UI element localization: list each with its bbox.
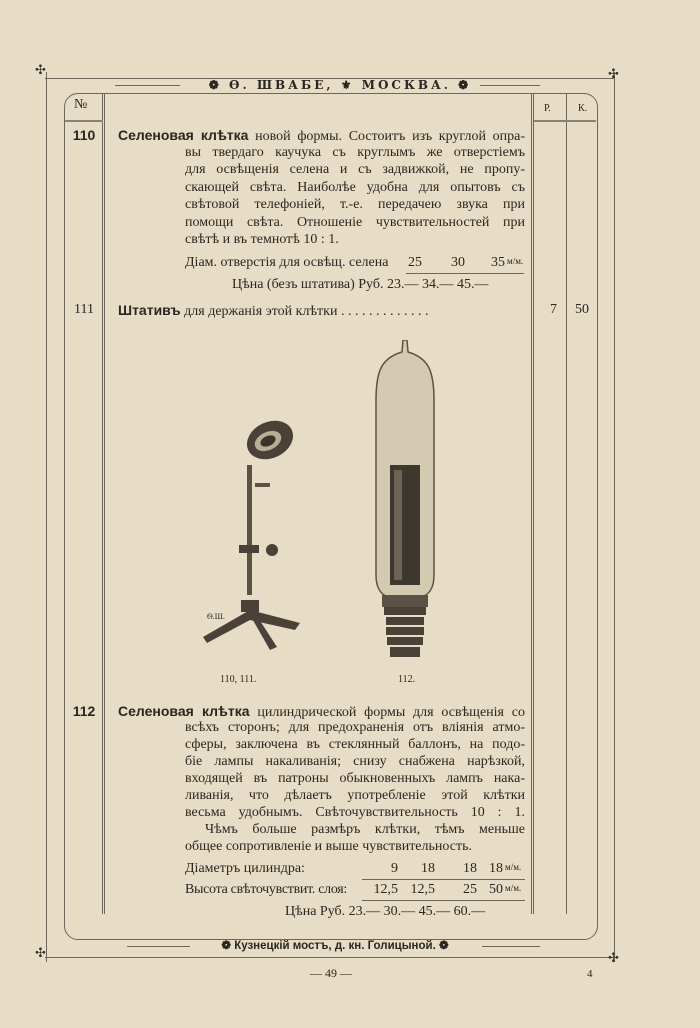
- spec-value: 35: [491, 255, 505, 270]
- spec-row: [185, 860, 525, 878]
- item-description-line: свѣтѣ и въ темнотѣ 10 : 1.: [185, 232, 339, 247]
- spec-value: 12,5: [410, 882, 435, 897]
- price-value: 34.—: [422, 277, 454, 292]
- item-description-line: помощи свѣта. Отношеніе чувствительностей при: [185, 215, 525, 230]
- eagle-emblem-icon: ⚜: [340, 78, 355, 92]
- item-title: Селеновая клѣтка: [118, 703, 250, 719]
- spec-value: 18: [421, 861, 435, 876]
- figure-caption: 112.: [398, 674, 416, 685]
- page-header: [180, 78, 500, 92]
- item-description: для держанія этой клѣтки: [184, 304, 338, 319]
- spec-value: 50: [489, 882, 503, 897]
- item-description-line: сферы, заключена въ стеклянный баллонъ, на подо-: [185, 737, 525, 752]
- price-row: [232, 276, 489, 294]
- footer-address: Кузнецкій мостъ, д. кн. Голицыной.: [234, 940, 436, 952]
- spec-unit: м/м.: [505, 862, 522, 872]
- spec-underline: [406, 273, 524, 274]
- flower-ornament-icon: ❁: [221, 940, 231, 952]
- spec-unit: м/м.: [507, 256, 524, 266]
- price-row: [285, 903, 485, 921]
- spec-row: [185, 254, 525, 272]
- spec-value: 30: [451, 255, 465, 270]
- spec-value: 18: [489, 861, 503, 876]
- column-header-rubles: Р.: [544, 103, 551, 114]
- item-description-line: ливанія, что дѣлаетъ употребленіе этой клѣтки: [185, 788, 525, 803]
- footer-rule-right: [482, 946, 540, 947]
- left-rule: [46, 72, 47, 962]
- price-column-rule: [531, 94, 532, 914]
- price-value: 30.—: [383, 904, 416, 919]
- flower-ornament-icon: ❁: [208, 78, 222, 92]
- price-label: Цѣна (безъ штатива) Руб.: [232, 277, 384, 292]
- item-description-line: [118, 301, 428, 319]
- signature-mark: 4: [587, 968, 593, 980]
- item-description-line: входящей въ патроны обыкновенныхъ лампъ нака-: [185, 771, 525, 786]
- column-header-number: №: [74, 97, 88, 112]
- item-description-line: общее сопротивленіе и выше чувствительность.: [185, 839, 472, 854]
- spec-value: 9: [391, 861, 398, 876]
- item-title: Селеновая клѣтка: [118, 127, 249, 143]
- header-rule-left: [115, 85, 180, 86]
- price-rubles: 7: [550, 302, 557, 317]
- corner-ornament-icon: ✣: [608, 66, 619, 81]
- price-value: 45.—: [457, 277, 489, 292]
- footer-rule-left: [127, 946, 190, 947]
- price-column-rule: [533, 94, 534, 914]
- spec-value: 25: [463, 882, 477, 897]
- dot-leader: . . . . . . . . . . . . .: [340, 304, 429, 319]
- item-title: Штативъ: [118, 302, 181, 318]
- price-value: 60.—: [453, 904, 486, 919]
- header-row-rule: [65, 120, 103, 122]
- page-footer: [190, 938, 480, 952]
- price-kopecks: 50: [575, 302, 589, 317]
- spec-underline: [362, 879, 525, 880]
- number-column-rule: [102, 94, 103, 914]
- item-description-line: Чѣмъ больше размѣръ клѣтки, тѣмъ меньше: [205, 822, 525, 837]
- spec-label: Высота свѣточувствит. слоя:: [185, 882, 348, 897]
- spec-underline: [362, 900, 525, 901]
- corner-ornament-icon: ✣: [35, 945, 46, 960]
- page-number: — 49 —: [310, 966, 352, 980]
- bottom-rule: [45, 957, 615, 958]
- item-description-line: весьма удобнымъ. Свѣточувствительность 10 : 1.: [185, 805, 525, 820]
- item-number: 111: [74, 302, 94, 317]
- spec-value: 25: [408, 255, 422, 270]
- item-number: 110: [72, 127, 96, 143]
- figure-caption: 110, 111.: [220, 674, 257, 685]
- header-firm-name: Ѳ. ШВАБЕ,: [229, 78, 334, 92]
- item-description-line: біе лампы накаливанія; снизу снабжена нарѣзкой,: [185, 754, 525, 769]
- price-value: 23.—: [387, 277, 419, 292]
- header-city: МОСКВА.: [361, 78, 451, 92]
- item-description-line: Селеновая клѣтка новой формы. Состоитъ изъ круглой опра-: [118, 127, 526, 144]
- price-value: 23.—: [348, 904, 381, 919]
- right-rule: [614, 72, 615, 962]
- kopeck-column-rule: [566, 94, 567, 914]
- spec-unit: м/м.: [505, 883, 522, 893]
- corner-ornament-icon: ✣: [608, 950, 619, 965]
- item-description-line: всѣхъ сторонъ; для предохраненія отъ вліянія атмо-: [185, 720, 525, 735]
- item-description-line: скающей свѣта. Наиболѣе удобна для опытовъ съ: [185, 180, 525, 195]
- item-description-line: свѣтовой телефоніей, т.-е. передачею звука при: [185, 197, 525, 212]
- spec-label: Діам. отверстія для освѣщ. селена: [185, 255, 389, 270]
- price-value: 45.—: [418, 904, 451, 919]
- spec-label: Діаметръ цилиндра:: [185, 861, 305, 876]
- column-header-kopecks: К.: [578, 103, 588, 114]
- spec-value: 18: [463, 861, 477, 876]
- selenium-bulb-cell-illustration: [370, 340, 440, 670]
- header-row-rule: [534, 120, 596, 122]
- item-description-line: вы твердаго каучука съ круглымъ же отверстіемъ: [185, 145, 525, 160]
- maker-mark: Ѳ.Ш.: [207, 612, 225, 621]
- flower-ornament-icon: ❁: [458, 78, 472, 92]
- item-number: 112: [72, 703, 96, 719]
- price-label: Цѣна Руб.: [285, 904, 346, 919]
- item-description-line: для освѣщенія селена и съ задвижкой, не пропу-: [185, 162, 525, 177]
- flower-ornament-icon: ❁: [439, 940, 449, 952]
- item-description-line: Селеновая клѣтка цилиндрической формы для освѣщенія со: [118, 703, 526, 720]
- corner-ornament-icon: ✣: [35, 62, 46, 77]
- spec-value: 12,5: [373, 882, 398, 897]
- number-column-rule: [104, 94, 105, 914]
- spec-row: [185, 881, 525, 899]
